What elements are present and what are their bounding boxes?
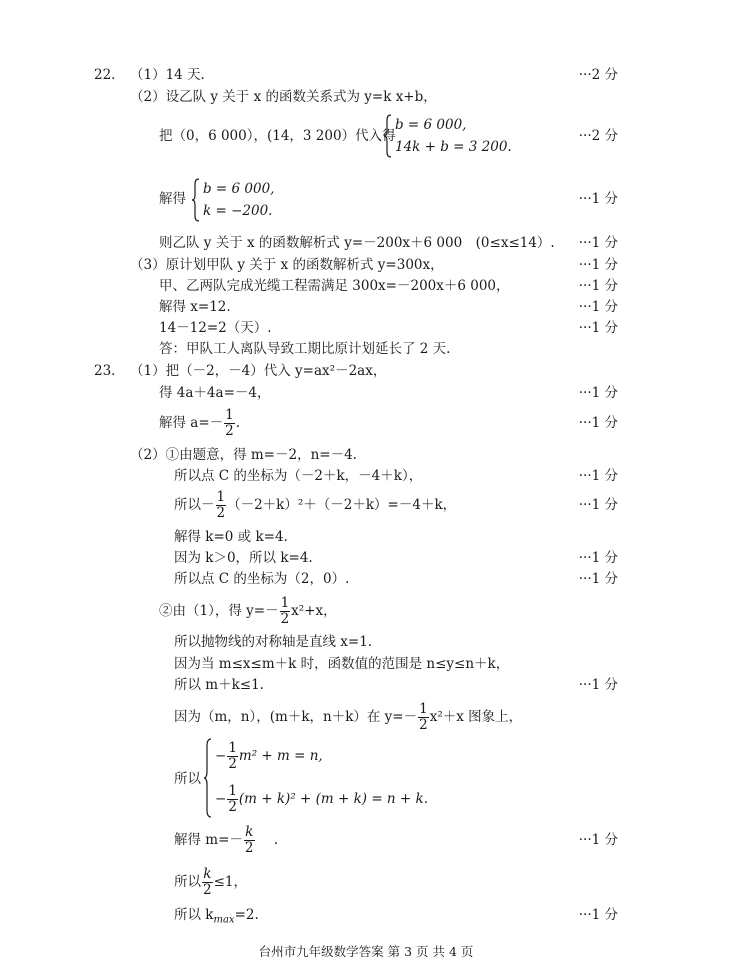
q22-number: 22.	[94, 67, 116, 83]
q23-part2-1: （2）①由题意，得 m=－2，n=－4.	[130, 447, 357, 463]
q23-solve-k: 解得 k=0 或 k=4.	[174, 529, 288, 545]
q22-part2-setup: （2）设乙队 y 关于 x 的函数关系式为 y=k x+b，	[130, 89, 437, 105]
denominator: 2	[419, 717, 428, 733]
text: −	[215, 791, 227, 807]
q22-system-1	[383, 114, 513, 158]
page-footer: 台州市九年级数学答案 第 3 页 共 4 页	[258, 944, 474, 959]
q23-system-label: 所以	[174, 771, 201, 787]
text: 所以－	[174, 497, 215, 513]
q23-substitute	[174, 490, 456, 521]
q22-substitute: 把（0，6 000），(14，3 200）代入得	[159, 128, 396, 144]
numerator: 1	[228, 782, 237, 799]
q23-inequality: 所以 m＋k≤1.	[174, 677, 264, 693]
text: 解得 m=－	[174, 832, 243, 848]
text: x²＋x 图象上，	[429, 709, 523, 725]
left-brace-icon	[203, 738, 213, 818]
numerator: k	[203, 865, 212, 882]
denominator: 2	[228, 799, 237, 815]
text: 所以 k	[174, 907, 214, 923]
left-brace-icon	[191, 178, 201, 222]
text: 所以	[174, 874, 201, 890]
text: .	[235, 415, 241, 431]
equation: 14k + b = 3 200.	[395, 139, 512, 155]
q23-system	[203, 738, 428, 818]
numerator: 1	[225, 406, 234, 423]
denominator: 2	[228, 756, 237, 772]
q22-part1: （1）14 天.	[130, 67, 205, 83]
fraction	[418, 700, 429, 733]
score: ···1 分	[578, 832, 618, 848]
q23-part1: （1）把（－2，－4）代入 y=ax²－2ax，	[130, 363, 387, 379]
score: ···1 分	[578, 907, 618, 923]
text: =2.	[234, 907, 259, 923]
q23-number: 23.	[94, 363, 116, 379]
equation: b = 6 000,	[203, 181, 275, 197]
fraction	[202, 865, 213, 898]
q23-range: 因为当 m≤x≤m＋k 时，函数值的范围是 n≤y≤n＋k，	[174, 656, 510, 672]
q22-answer: 答：甲队工人离队导致工期比原计划延长了 2 天.	[159, 341, 451, 357]
denominator: 2	[280, 611, 290, 627]
fraction	[280, 594, 291, 627]
score: ···1 分	[578, 385, 618, 401]
denominator: 2	[216, 505, 226, 521]
q23-equation: 得 4a＋4a=－4，	[159, 385, 271, 401]
text: （－2＋k）²＋（－2＋k）=－4＋k，	[227, 497, 457, 513]
score: ···1 分	[578, 278, 618, 294]
text: 解得 a=－	[159, 415, 224, 431]
q22-solve: 解得	[159, 191, 186, 207]
text: m² + m = n,	[238, 748, 323, 764]
denominator: 2	[225, 423, 234, 439]
score: ···1 分	[578, 235, 618, 251]
left-brace-icon	[383, 114, 393, 158]
text: .	[273, 832, 279, 848]
q22-part3: （3）原计划甲队 y 关于 x 的函数解析式 y=300x，	[130, 257, 444, 273]
equation: k = −200.	[203, 203, 273, 219]
numerator: 1	[216, 488, 226, 505]
q23-k-over-2	[174, 867, 247, 898]
q23-axis: 所以抛物线的对称轴是直线 x=1.	[174, 634, 373, 650]
score: ···1 分	[578, 468, 618, 484]
denominator: 2	[203, 882, 212, 898]
fraction	[224, 406, 235, 439]
numerator: 1	[228, 739, 237, 756]
q22-function: 则乙队 y 关于 x 的函数解析式 y=－200x＋6 000 (0≤x≤14）.	[159, 235, 555, 251]
score: ···1 分	[578, 257, 618, 273]
score: ···1 分	[578, 415, 618, 431]
fraction	[216, 488, 227, 521]
q23-kmax	[174, 906, 259, 930]
text: −	[215, 748, 227, 764]
q23-k-positive: 因为 k＞0，所以 k=4.	[174, 550, 313, 566]
q23-point-c: 所以点 C 的坐标为（－2＋k，－4＋k），	[174, 468, 423, 484]
q22-days: 14－12=2（天）.	[159, 320, 272, 336]
text: x²+x，	[291, 603, 337, 619]
numerator: 1	[280, 594, 290, 611]
score: ···2 分	[578, 128, 618, 144]
text: ≤1，	[213, 874, 247, 890]
fraction	[227, 782, 238, 815]
score: ···1 分	[578, 571, 618, 587]
text: (m + k)² + (m + k) = n + k.	[238, 791, 428, 807]
text: ②由（1），得 y=－	[159, 603, 279, 619]
q22-condition: 甲、乙两队完成光缆工程需满足 300x=－200x＋6 000，	[159, 278, 510, 294]
q23-point-c-coord: 所以点 C 的坐标为（2，0）.	[174, 571, 350, 587]
q23-points-on-graph	[174, 702, 522, 733]
score: ···1 分	[578, 299, 618, 315]
score: ···1 分	[578, 550, 618, 566]
equation: b = 6 000,	[395, 117, 467, 133]
q23-part2-2	[159, 596, 337, 627]
subscript: max	[213, 914, 235, 926]
numerator: k	[245, 823, 254, 840]
score: ···1 分	[578, 677, 618, 693]
denominator: 2	[244, 840, 254, 856]
equation	[215, 741, 323, 772]
score: ···1 分	[578, 320, 618, 336]
numerator: 1	[419, 700, 428, 717]
q22-solve-x: 解得 x=12.	[159, 299, 231, 315]
text: 因为（m，n），(m＋k，n＋k）在 y=－	[174, 709, 418, 725]
score: ···1 分	[578, 497, 618, 513]
score: ···2 分	[578, 67, 618, 83]
equation	[215, 784, 428, 815]
score: ···1 分	[578, 191, 618, 207]
q23-solve-m	[174, 825, 278, 856]
q23-solve-a	[159, 408, 240, 439]
q22-system-2	[191, 178, 291, 222]
fraction	[227, 739, 238, 772]
fraction	[244, 823, 255, 856]
